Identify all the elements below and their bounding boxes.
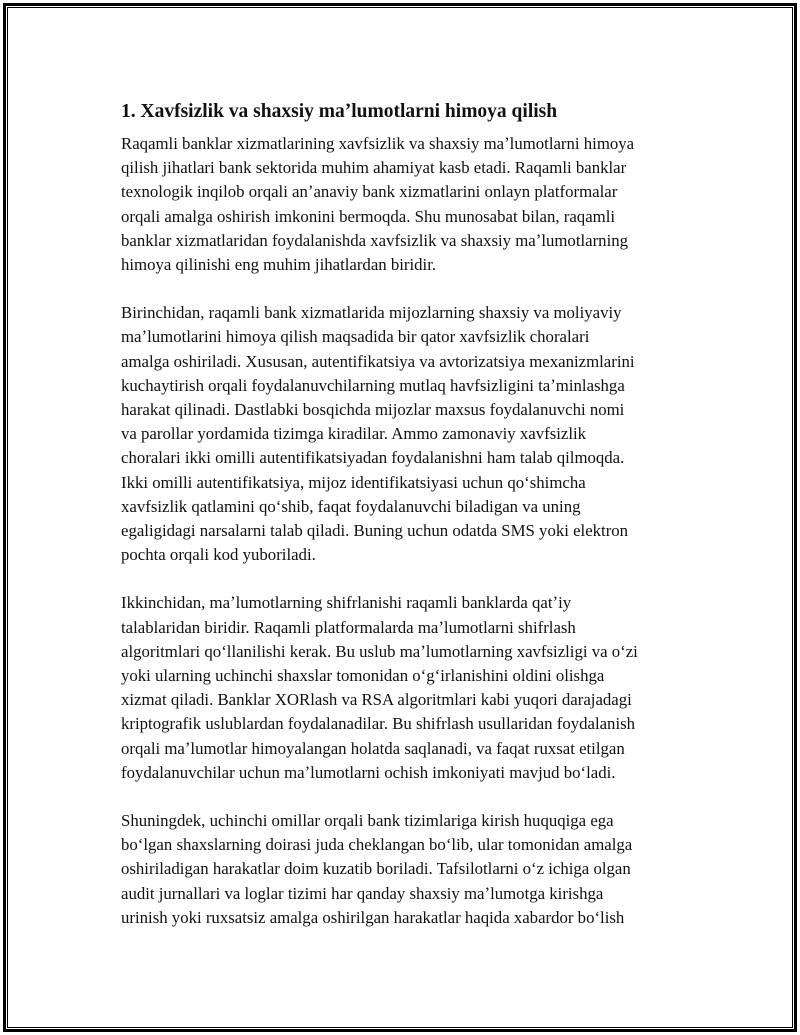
text-line: pochta orqali kod yuboriladi. [121,545,316,565]
text-line: talablaridan biridir. Raqamli platformalarda maʼlumotlarni shifrlash [121,617,576,637]
text-line: himoya qilinishi eng muhim jihatlardan biridir. [121,255,437,275]
text-line: Shuningdek, uchinchi omillar orqali bank tizimlariga kirish huquqiga ega [121,811,614,831]
text-line: yoki ularning uchinchi shaxslar tomonidan oʻgʻirlanishini oldini olishga [121,666,605,686]
text-line: texnologik inqilob orqali anʼanaviy bank xizmatlarini onlayn platformalar [121,182,618,202]
text-line: choralari ikki omilli autentifikatsiyadan foydalanishni ham talab qilmoqda. [121,448,625,468]
text-line: harakat qilinadi. Dastlabki bosqichda mijozlar maxsus foydalanuvchi nomi [121,400,625,420]
section-heading: 1. Xavfsizlik va shaxsiy maʼlumotlarni himoya qilish [121,101,558,122]
text-line: egaligidagi narsalarni talab qiladi. Buning uchun odatda SMS yoki elektron [121,521,629,541]
text-line: maʼlumotlarini himoya qilish maqsadida bir qator xavfsizlik choralari [121,327,590,347]
text-line: banklar xizmatlaridan foydalanishda xavfsizlik va shaxsiy maʼlumotlarning [121,230,629,250]
text-line: qilish jihatlari bank sektorida muhim ahamiyat kasb etadi. Raqamli banklar [121,158,627,178]
paragraph-third [121,809,691,930]
text-line: urinish yoki ruxsatsiz amalga oshirilgan harakatlar haqida xabardor boʻlish [121,907,625,927]
text-line: xavfsizlik qatlamini qoʻshib, faqat foydalanuvchi biladigan va uning [121,496,581,516]
text-line: orqali maʼlumotlar himoyalangan holatda saqlanadi, va faqat ruxsat etilgan [121,738,625,758]
paragraph-first [121,301,691,567]
text-line: oshiriladigan harakatlar doim kuzatib boriladi. Tafsilotlarni oʻz ichiga olgan [121,859,631,879]
document-body [121,100,691,954]
text-line: orqali amalga oshirish imkonini bermoqda. Shu munosabat bilan, raqamli [121,206,616,226]
paragraph-second [121,591,691,785]
text-line: foydalanuvchilar uchun maʼlumotlarni ochish imkoniyati mavjud boʻladi. [121,762,616,782]
text-line: Raqamli banklar xizmatlarining xavfsizlik va shaxsiy maʼlumotlarni himoya [121,134,635,153]
text-line: kriptografik uslublardan foydalanadilar. Bu shifrlash usullaridan foydalanish [121,714,636,734]
text-line: audit jurnallari va loglar tizimi har qanday shaxsiy maʼlumotga kirishga [121,883,604,903]
text-line: Ikkinchidan, maʼlumotlarning shifrlanishi raqamli banklarda qatʼiy [121,593,572,613]
text-line: Ikki omilli autentifikatsiya, mijoz identifikatsiyasi uchun qoʻshimcha [121,472,586,492]
text-line: xizmat qiladi. Banklar XORlash va RSA algoritmlari kabi yuqori darajadagi [121,690,632,710]
page-frame [3,3,797,1032]
paragraph-intro [121,132,691,277]
text-line: Birinchidan, raqamli bank xizmatlarida mijozlarning shaxsiy va moliyaviy [121,303,622,323]
text-line: boʻlgan shaxslarning doirasi juda cheklangan boʻlib, ular tomonidan amalga [121,835,633,855]
text-line: kuchaytirish orqali foydalanuvchilarning mutlaq havfsizligini taʼminlashga [121,375,625,395]
text-line: algoritmlari qoʻllanilishi kerak. Bu uslub maʼlumotlarning xavfsizligi va oʻzi [121,641,638,661]
text-line: va parollar yordamida tizimga kiradilar. Ammo zamonaviy xavfsizlik [121,424,587,444]
text-line: amalga oshiriladi. Xususan, autentifikatsiya va avtorizatsiya mexanizmlarini [121,351,635,371]
